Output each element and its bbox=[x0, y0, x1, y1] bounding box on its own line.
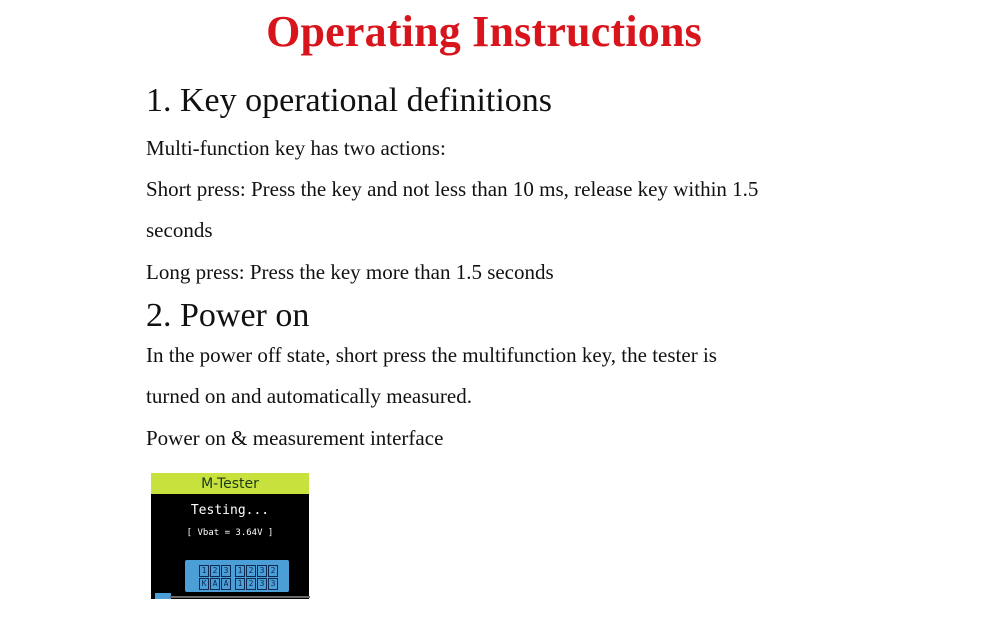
section-heading-power-on: 2. Power on bbox=[146, 297, 310, 334]
paragraph-line: In the power off state, short press the multifunction key, the tester is bbox=[146, 343, 717, 367]
device-segment-display bbox=[185, 560, 289, 592]
segment-digit: A bbox=[221, 578, 231, 590]
device-status-text: Testing... bbox=[190, 503, 270, 518]
device-screen-header: M-Tester bbox=[151, 473, 309, 494]
segment-digit: K bbox=[199, 578, 209, 590]
segment-digit: 1 bbox=[235, 578, 245, 590]
paragraph-line: Multi-function key has two actions: bbox=[146, 136, 446, 160]
segment-digit: 2 bbox=[268, 565, 278, 577]
segment-digit: A bbox=[210, 578, 220, 590]
paragraph-line: Power on & measurement interface bbox=[146, 426, 444, 450]
page-title: Operating Instructions bbox=[266, 7, 702, 56]
paragraph-line: seconds bbox=[146, 218, 213, 242]
segment-digit: 1 bbox=[235, 565, 245, 577]
segment-digit: 1 bbox=[199, 565, 209, 577]
segment-row-1 bbox=[199, 565, 278, 577]
paragraph-line: turned on and automatically measured. bbox=[146, 384, 472, 408]
segment-row-2 bbox=[199, 578, 278, 590]
segment-digit: 3 bbox=[221, 565, 231, 577]
segment-digit: 2 bbox=[246, 578, 256, 590]
segment-digit: 2 bbox=[210, 565, 220, 577]
divider-line bbox=[170, 596, 310, 598]
section-heading-key-definitions: 1. Key operational definitions bbox=[146, 82, 553, 119]
segment-digit: 3 bbox=[268, 578, 278, 590]
segment-digit: 3 bbox=[257, 565, 267, 577]
paragraph-line: Short press: Press the key and not less than 10 ms, release key within 1.5 bbox=[146, 177, 759, 201]
segment-digit: 2 bbox=[246, 565, 256, 577]
device-progress-indicator bbox=[155, 593, 171, 599]
segment-digit: 3 bbox=[257, 578, 267, 590]
device-screen bbox=[151, 473, 309, 599]
device-vbat-readout: [ Vbat = 3.64V ] bbox=[186, 528, 274, 538]
paragraph-line: Long press: Press the key more than 1.5 seconds bbox=[146, 260, 554, 284]
